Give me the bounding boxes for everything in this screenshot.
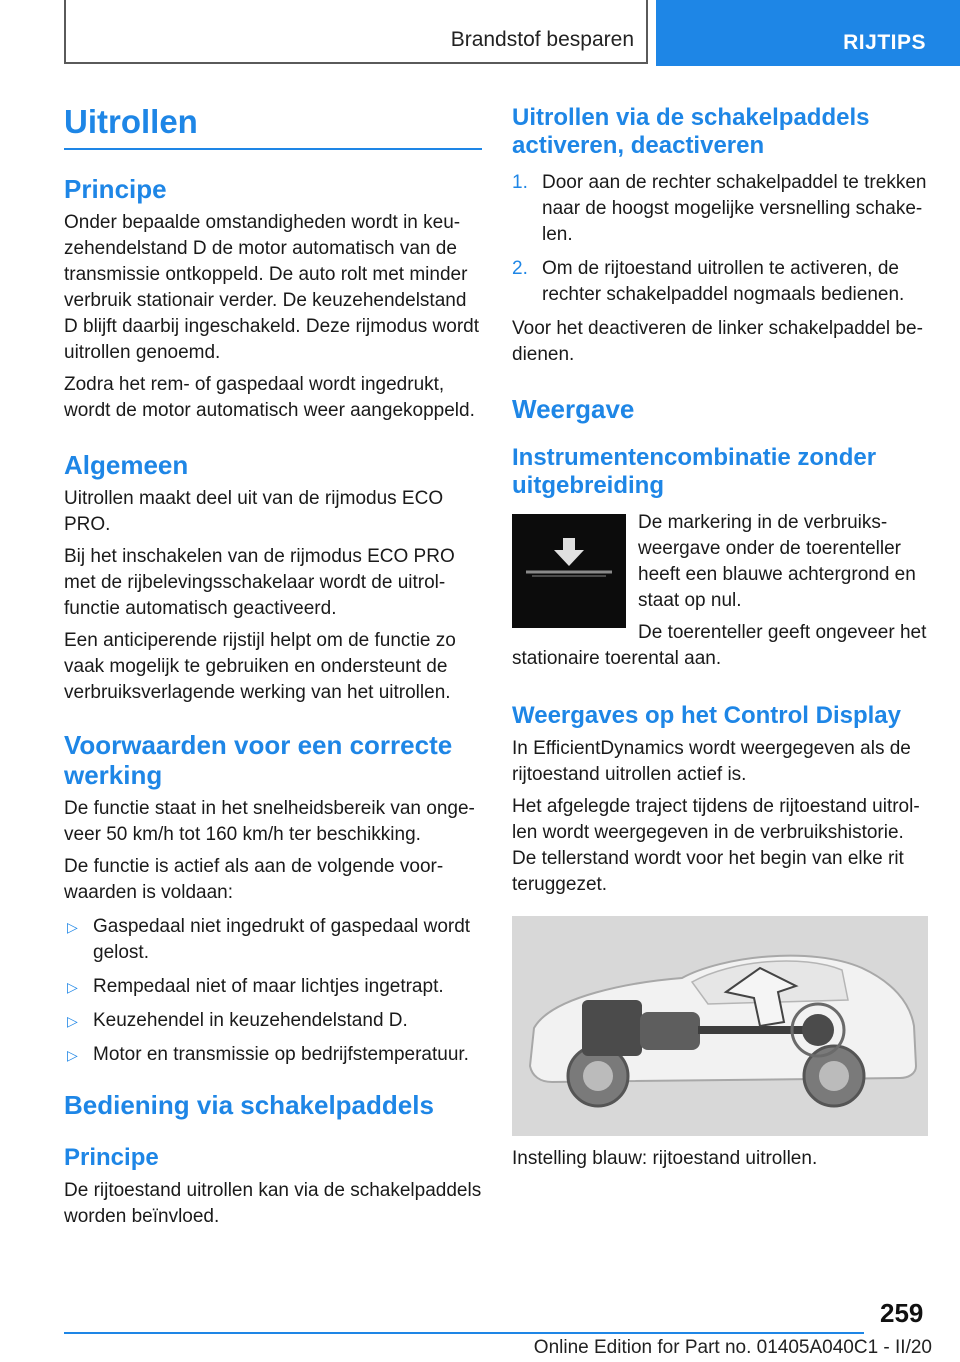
list-item: ▷ Gaspedaal niet ingedrukt of gaspedaal wordt gelost. xyxy=(67,916,471,963)
car-drivetrain-icon xyxy=(512,916,928,1136)
instrument-paragraph-1: De markering in de verbruiksweergave onder de toerenteller heeft een blauwe achtergrond en staat op nul. xyxy=(638,512,916,611)
list-item: 2. Om de rijtoestand uitrollen te activeren, de rechter schakelpaddel nogmaals bedienen. xyxy=(512,258,905,305)
instrument-paragraph-2: De toerenteller geeft ongeveer het stationaire toerental aan. xyxy=(512,622,927,669)
instrument-heading: Instrumentencombinatie zonder uitgebreiding xyxy=(512,444,877,499)
algemeen-paragraph-1: Uitrollen maakt deel uit van de rijmodus ECO PRO. xyxy=(64,488,444,535)
header-chapter-tab xyxy=(656,0,960,66)
bediening-heading: Bediening via schakelpaddels xyxy=(64,1090,434,1120)
image-caption: Instelling blauw: rijtoestand uitrollen. xyxy=(512,1148,818,1169)
bediening-subheading: Principe xyxy=(64,1144,159,1171)
algemeen-paragraph-2: Bij het inschakelen van de rijmodus ECO PRO met de rijbelevingsschakelaar wordt de uitrolfunctie automatisch geactiveerd. xyxy=(64,546,455,619)
control-display-heading: Weergaves op het Control Display xyxy=(512,702,901,729)
header-section-box xyxy=(64,0,648,64)
page-title: Uitrollen xyxy=(64,100,482,150)
triangle-right-icon: ▷ xyxy=(67,1047,78,1063)
deactivate-paragraph: Voor het deactiveren de linker schakelpaddel bedienen. xyxy=(512,318,923,365)
principe-paragraph-1: Onder bepaalde omstandigheden wordt in keuzehendelstand D de motor automatisch van de transmissie ontkoppeld. De auto rolt met minder verbruik stationair verder. De keuzehendelstand D blijft daarbij ingeschakeld. Deze rijmodus wordt uitrollen genoemd. xyxy=(64,212,480,363)
algemeen-paragraph-3: Een anticiperende rijstijl helpt om de functie zo vaak mogelijk te gebruiken en ondersteunt de verbruiksverlagende werking van het uitrollen. xyxy=(64,630,456,703)
header-section-title: Brandstof besparen xyxy=(450,28,634,51)
list-item: ▷ Rempedaal niet of maar lichtjes ingetrapt. xyxy=(64,974,482,1000)
arrow-down-icon xyxy=(512,514,626,628)
algemeen-heading: Algemeen xyxy=(64,450,189,480)
weergave-heading: Weergave xyxy=(512,394,635,424)
bediening-paragraph: De rijtoestand uitrollen kan via de schakelpaddels worden beïnvloed. xyxy=(64,1180,482,1227)
list-item: 1. Door aan de rechter schakelpaddel te trekken naar de hoogst mogelijke versnelling schakelen. xyxy=(512,172,927,245)
principe-heading: Principe xyxy=(64,174,167,204)
footer-divider xyxy=(64,1332,864,1334)
car-illustration xyxy=(512,916,928,1136)
activate-heading: Uitrollen via de schakelpaddels activeren, deactiveren xyxy=(512,104,870,159)
footer-edition: Online Edition for Part no. 01405A040C1 - II/20 xyxy=(533,1337,932,1358)
consumption-display-image xyxy=(512,514,626,628)
triangle-right-icon: ▷ xyxy=(67,919,78,935)
voorwaarden-paragraph-1: De functie staat in het snelheidsbereik van ongeveer 50 km/h tot 160 km/h ter beschikking. xyxy=(64,798,475,845)
left-column xyxy=(64,100,482,1230)
triangle-right-icon: ▷ xyxy=(67,979,78,995)
header-chapter-title: RIJTIPS xyxy=(843,31,926,54)
right-column xyxy=(512,100,930,1172)
instrument-display-block xyxy=(512,510,930,672)
steps-list xyxy=(512,170,930,308)
conditions-list xyxy=(64,914,482,1068)
principe-paragraph-2: Zodra het rem- of gaspedaal wordt ingedrukt, wordt de motor automatisch weer aangekoppeld. xyxy=(64,374,475,421)
triangle-right-icon: ▷ xyxy=(67,1013,78,1029)
list-item: ▷ Motor en transmissie op bedrijfstemperatuur. xyxy=(64,1042,482,1068)
control-paragraph-2: Het afgelegde traject tijdens de rijtoestand uitrollen wordt weergegeven in de verbruikshistorie. De tellerstand wordt voor het begin van elke rit teruggezet. xyxy=(512,796,920,895)
page-number: 259 xyxy=(880,1298,924,1328)
voorwaarden-paragraph-2: De functie is actief als aan de volgende voorwaarden is voldaan: xyxy=(64,856,444,903)
list-item: ▷ Keuzehendel in keuzehendelstand D. xyxy=(64,1008,482,1034)
voorwaarden-heading: Voorwaarden voor een correcte werking xyxy=(64,730,453,790)
control-paragraph-1: In EfficientDynamics wordt weergegeven als de rijtoestand uitrollen actief is. xyxy=(512,738,911,785)
